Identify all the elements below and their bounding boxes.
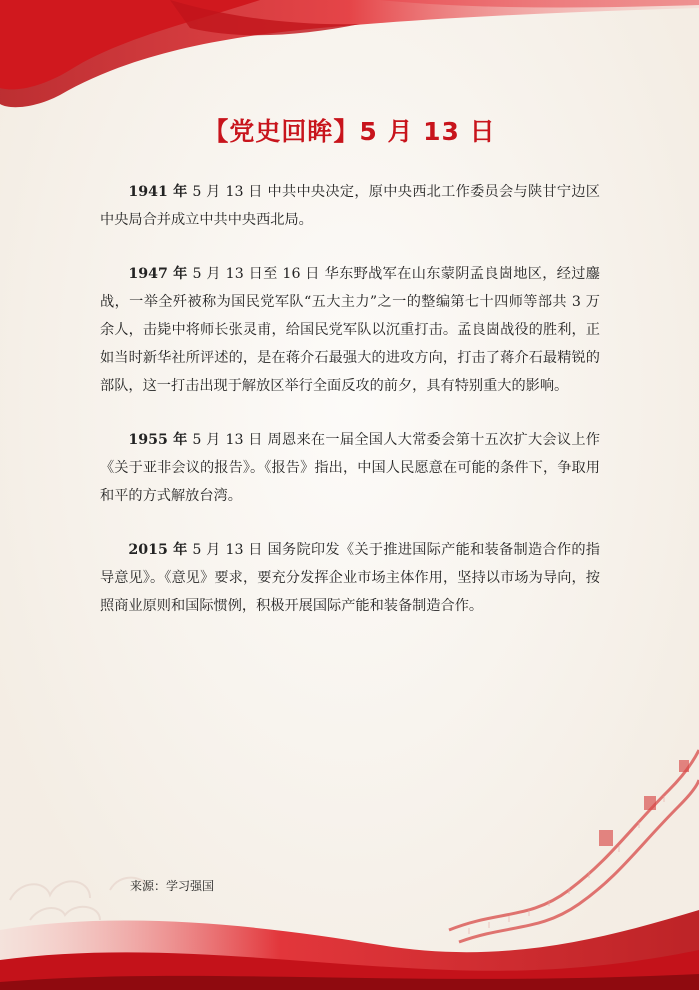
entry-year: 1941 年 <box>128 184 188 200</box>
entry-year: 2015 年 <box>128 542 188 558</box>
history-entry <box>100 426 600 510</box>
history-entry <box>100 260 600 400</box>
page-title: 【党史回眸】5 月 13 日 <box>203 117 496 146</box>
entry-text: 5 月 13 日 周恩来在一届全国人大常委会第十五次扩大会议上作《关于亚非会议的报告》。《报告》指出，中国人民愿意在可能的条件下，争取用和平的方式解放台湾。 <box>100 432 600 504</box>
entry-year: 1955 年 <box>128 432 188 448</box>
source-credit: 来源：学习强国 <box>130 879 215 893</box>
entry-text: 5 月 13 日 国务院印发《关于推进国际产能和装备制造合作的指导意见》。《意见》要求，要充分发挥企业市场主体作用，坚持以市场为导向，按照商业原则和国际惯例，积极开展国际产能和装备制造合作。 <box>100 542 600 614</box>
entry-text: 5 月 13 日 中共中央决定，原中央西北工作委员会与陕甘宁边区中央局合并成立中共中央西北局。 <box>100 184 600 228</box>
history-entry <box>100 536 600 620</box>
entry-year: 1947 年 <box>128 266 188 282</box>
red-ribbon-top <box>0 0 699 110</box>
entry-text: 5 月 13 日至 16 日 华东野战军在山东蒙阴孟良崮地区，经过鏖战，一举全歼被称为国民党军队“五大主力”之一的整编第七十四师等部共 3 万余人，击毙中将师长张灵甫，给国民党军队以沉重打击。孟良崮战役的胜利，正如当时新华社所评述的，是在蒋介石最强大的进攻方向，打击了蒋介石最精锐的部队，这一打击出现于解放区举行全面反攻的前夕，具有特别重大的影响。 <box>100 266 600 394</box>
article-body <box>100 178 600 646</box>
history-entry <box>100 178 600 234</box>
red-ribbon-bottom <box>0 870 699 990</box>
